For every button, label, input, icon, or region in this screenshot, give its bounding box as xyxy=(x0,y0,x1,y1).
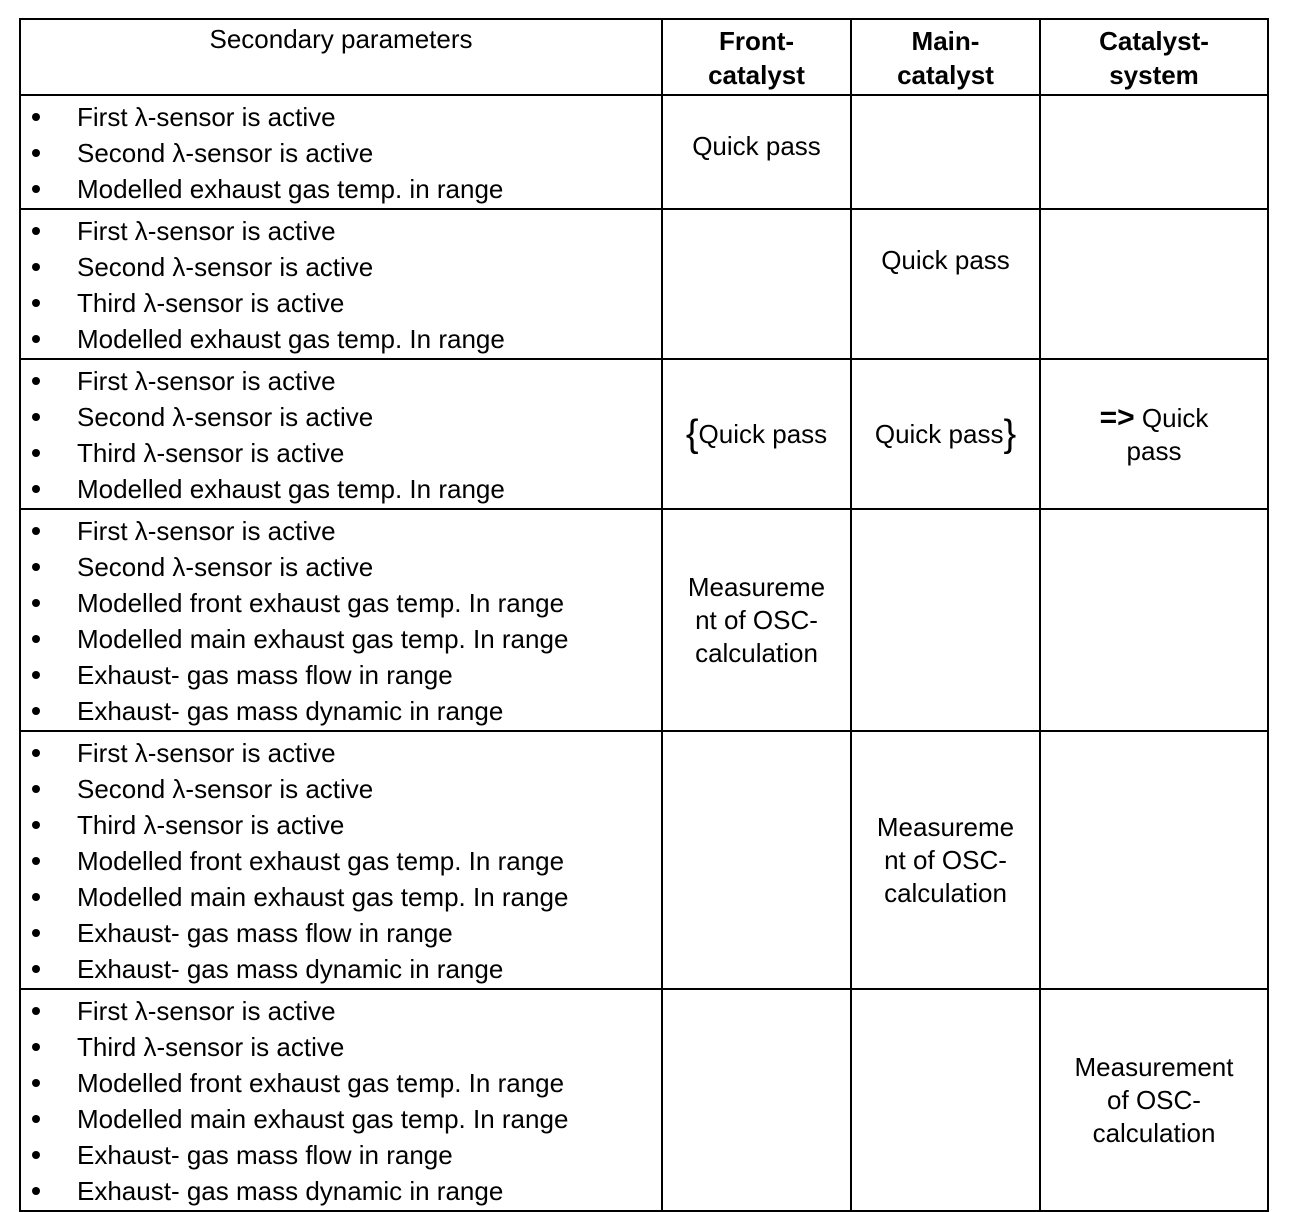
list-item: Exhaust- gas mass flow in range xyxy=(21,657,661,693)
catalyst-system-cell xyxy=(1040,731,1268,989)
table-row xyxy=(20,989,1268,1211)
front-result: Quick pass xyxy=(698,418,828,449)
list-item: Modelled main exhaust gas temp. In range xyxy=(21,1101,661,1137)
list-item: Second λ-sensor is active xyxy=(21,249,661,285)
list-item: Modelled exhaust gas temp. in range xyxy=(21,171,661,207)
table-row xyxy=(20,509,1268,731)
list-item: Modelled front exhaust gas temp. In range xyxy=(21,843,661,879)
list-item: First λ-sensor is active xyxy=(21,213,661,249)
main-catalyst-cell xyxy=(851,989,1040,1211)
main-result: Quick pass xyxy=(874,418,1004,449)
list-item: First λ-sensor is active xyxy=(21,735,661,771)
catalyst-system-cell xyxy=(1040,359,1268,509)
list-item: First λ-sensor is active xyxy=(21,99,661,135)
front-catalyst-cell: Quick pass xyxy=(662,95,851,209)
system-result-line1: Quick xyxy=(1141,402,1209,433)
main-catalyst-cell xyxy=(851,359,1040,509)
header-front-catalyst: Front- catalyst xyxy=(662,19,851,95)
table-row xyxy=(20,209,1268,359)
list-item: Modelled exhaust gas temp. In range xyxy=(21,471,661,507)
params-cell xyxy=(20,731,662,989)
close-brace: } xyxy=(1003,412,1017,455)
list-item: First λ-sensor is active xyxy=(21,513,661,549)
list-item: Modelled exhaust gas temp. In range xyxy=(21,321,661,357)
list-item: Third λ-sensor is active xyxy=(21,807,661,843)
list-item: Exhaust- gas mass flow in range xyxy=(21,915,661,951)
header-main-catalyst: Main- catalyst xyxy=(851,19,1040,95)
catalyst-system-cell xyxy=(1040,509,1268,731)
list-item: Third λ-sensor is active xyxy=(21,1029,661,1065)
params-cell xyxy=(20,359,662,509)
front-catalyst-cell: Measureme nt of OSC- calculation xyxy=(662,509,851,731)
list-item: First λ-sensor is active xyxy=(21,993,661,1029)
list-item: Second λ-sensor is active xyxy=(21,399,661,435)
list-item: Exhaust- gas mass dynamic in range xyxy=(21,951,661,987)
list-item: Exhaust- gas mass flow in range xyxy=(21,1137,661,1173)
list-item: Exhaust- gas mass dynamic in range xyxy=(21,693,661,729)
front-catalyst-cell xyxy=(662,359,851,509)
open-brace: { xyxy=(685,412,699,455)
list-item: Modelled main exhaust gas temp. In range xyxy=(21,879,661,915)
header-row xyxy=(20,19,1268,95)
main-catalyst-cell xyxy=(851,509,1040,731)
implies-arrow: => xyxy=(1099,400,1135,434)
front-catalyst-cell xyxy=(662,209,851,359)
list-item: Third λ-sensor is active xyxy=(21,285,661,321)
list-item: Second λ-sensor is active xyxy=(21,549,661,585)
catalyst-system-cell xyxy=(1040,95,1268,209)
params-cell xyxy=(20,989,662,1211)
catalyst-system-cell: Measurement of OSC- calculation xyxy=(1040,989,1268,1211)
table-row xyxy=(20,359,1268,509)
catalyst-system-cell xyxy=(1040,209,1268,359)
params-cell xyxy=(20,209,662,359)
front-catalyst-cell xyxy=(662,989,851,1211)
list-item: Second λ-sensor is active xyxy=(21,771,661,807)
list-item: Modelled front exhaust gas temp. In range xyxy=(21,585,661,621)
system-result-line2: pass xyxy=(1126,435,1182,466)
header-catalyst-system: Catalyst- system xyxy=(1040,19,1268,95)
table-row xyxy=(20,95,1268,209)
list-item: Third λ-sensor is active xyxy=(21,435,661,471)
header-secondary-parameters: Secondary parameters xyxy=(20,19,662,95)
table-row xyxy=(20,731,1268,989)
secondary-parameters-table xyxy=(19,18,1269,1212)
main-catalyst-cell: Quick pass xyxy=(851,209,1040,359)
front-catalyst-cell xyxy=(662,731,851,989)
list-item: Modelled front exhaust gas temp. In range xyxy=(21,1065,661,1101)
list-item: First λ-sensor is active xyxy=(21,363,661,399)
params-cell xyxy=(20,509,662,731)
params-cell xyxy=(20,95,662,209)
main-catalyst-cell xyxy=(851,95,1040,209)
main-catalyst-cell: Measureme nt of OSC- calculation xyxy=(851,731,1040,989)
list-item: Modelled main exhaust gas temp. In range xyxy=(21,621,661,657)
list-item: Exhaust- gas mass dynamic in range xyxy=(21,1173,661,1209)
list-item: Second λ-sensor is active xyxy=(21,135,661,171)
